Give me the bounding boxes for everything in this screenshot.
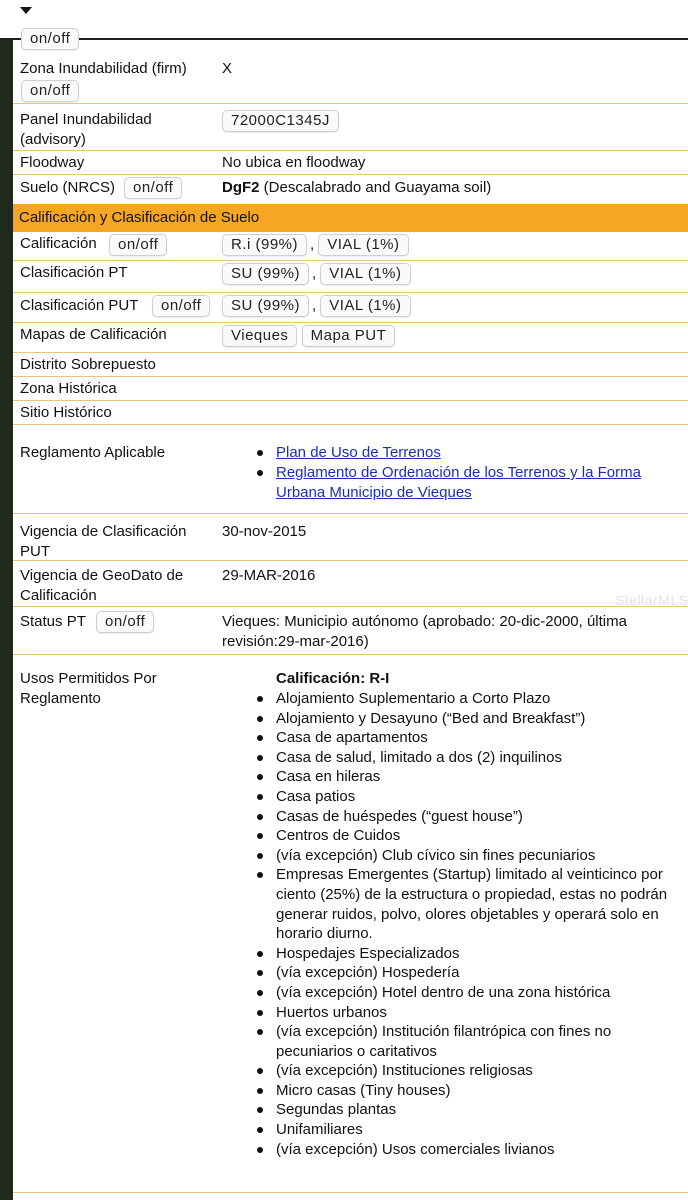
list-item: Segundas plantas (276, 1100, 681, 1120)
clasificacion-put-chip-2[interactable]: VIAL (1%) (320, 295, 410, 317)
list-item: Alojamiento y Desayuno (“Bed and Breakfast”) (276, 709, 681, 729)
list-item: Casa patios (276, 787, 681, 807)
row-label: Status PT (20, 613, 86, 630)
usos-label: Usos Permitidos Por Reglamento (20, 670, 157, 707)
divider (13, 1192, 688, 1193)
row-floodway (13, 151, 688, 175)
link-reglamento-ordenacion[interactable]: Reglamento de Ordenación de los Terrenos y la Forma Urbana Municipio de Vieques (276, 464, 641, 501)
row-label: Clasificación PUT (20, 297, 139, 314)
list-item: Casas de huéspedes (“guest house”) (276, 807, 681, 827)
panel-chip[interactable]: 72000C1345J (222, 110, 339, 132)
clasificacion-pt-chip-1[interactable]: SU (99%) (222, 263, 309, 285)
row-value: SU (99%) , VIAL (1%) (222, 263, 411, 285)
list-item (276, 463, 686, 503)
row-label: Panel Inundabilidad (advisory) (20, 111, 152, 148)
row-label: Reglamento Aplicable (20, 444, 166, 461)
onoff-toggle-suelo[interactable]: on/off (124, 177, 182, 199)
clasificacion-pt-chip-2[interactable]: VIAL (1%) (320, 263, 410, 285)
row-value: 29-MAR-2016 (222, 567, 316, 584)
list-item: Alojamiento Suplementario a Corto Plazo (276, 689, 681, 709)
list-item: (vía excepción) Hospedería (276, 963, 681, 983)
row-value: No ubica en floodway (222, 154, 366, 171)
row-clasificacion-pt (13, 261, 688, 293)
row-label: Vigencia de Clasificación PUT (20, 523, 187, 560)
list-item: (vía excepción) Usos comerciales livianos (276, 1140, 681, 1160)
list-item: Casa de apartamentos (276, 728, 681, 748)
reglamento-links (276, 443, 686, 503)
list-item: (vía excepción) Instituciones religiosas (276, 1061, 681, 1081)
row-zona-inundabilidad (13, 52, 688, 104)
list-item: (vía excepción) Club cívico sin fines pecuniarios (276, 846, 681, 866)
property-details-panel (13, 30, 688, 1200)
list-item: Empresas Emergentes (Startup) limitado al veinticinco por ciento (25%) de la estructura o propiedad, estas no podrán generar ruidos, polvo, olores objetables y operará solo en horario diurno. (276, 865, 681, 943)
top-bar (0, 0, 688, 40)
calificacion-chip-2[interactable]: VIAL (1%) (318, 234, 408, 256)
onoff-toggle-prev[interactable]: on/off (21, 28, 79, 50)
row-label: Mapas de Calificación (20, 326, 167, 343)
link-plan-uso-terrenos[interactable]: Plan de Uso de Terrenos (276, 444, 441, 461)
soil-name: (Descalabrado and Guayama soil) (259, 179, 492, 196)
row-label: Sitio Histórico (20, 404, 112, 421)
row-suelo (13, 175, 688, 204)
row-clasificacion-put (13, 293, 688, 323)
watermark: StellarMLS (615, 592, 688, 608)
onoff-toggle-clasificacion-put[interactable]: on/off (152, 295, 210, 317)
calificacion-chip-1[interactable]: R.i (99%) (222, 234, 307, 256)
row-value: Vieques: Municipio autónomo (aprobado: 20-dic-2000, última revisión:29-mar-2016) (222, 613, 627, 650)
row-label: Zona Inundabilidad (firm) (20, 60, 187, 77)
row-label: Zona Histórica (20, 380, 117, 397)
row-label: Clasificación PT (20, 264, 128, 281)
row-zona-historica (13, 377, 688, 401)
row-distrito-sobrepuesto (13, 353, 688, 377)
usos-list (276, 689, 681, 1159)
row-label: Vigencia de GeoDato de Calificación (20, 567, 184, 604)
row-value: X (222, 60, 233, 77)
onoff-toggle-zona-inundabilidad[interactable]: on/off (21, 80, 79, 102)
row-sitio-historico (13, 401, 688, 425)
list-item: Hospedajes Especializados (276, 944, 681, 964)
usos-title: Calificación: R-I (276, 670, 390, 687)
list-item: (vía excepción) Institución filantrópica con fines no pecuniarios o caritativos (276, 1022, 681, 1061)
row-calificacion (13, 232, 688, 261)
list-item (276, 443, 686, 463)
row-label: Calificación (20, 235, 97, 252)
row-label: Suelo (NRCS) (20, 179, 116, 196)
row-value: 30-nov-2015 (222, 523, 307, 540)
list-item: Unifamiliares (276, 1120, 681, 1140)
clasificacion-put-chip-1[interactable]: SU (99%) (222, 295, 309, 317)
row-value (222, 178, 491, 198)
row-label: Distrito Sobrepuesto (20, 356, 156, 373)
map-put-button[interactable]: Mapa PUT (302, 325, 396, 347)
row-value: R.i (99%) , VIAL (1%) (222, 234, 409, 256)
list-item: Centros de Cuidos (276, 826, 681, 846)
section-header-calificacion: Calificación y Clasificación de Suelo (13, 204, 688, 232)
row-value (222, 325, 395, 347)
row-label: Floodway (20, 154, 85, 171)
list-item: Huertos urbanos (276, 1003, 681, 1023)
map-vieques-button[interactable]: Vieques (222, 325, 297, 347)
row-vigencia-geodato (13, 561, 688, 607)
row-value: SU (99%) , VIAL (1%) (222, 295, 411, 317)
list-item: Micro casas (Tiny houses) (276, 1081, 681, 1101)
row-vigencia-clasificacion (13, 514, 688, 561)
onoff-toggle-status-pt[interactable]: on/off (96, 611, 154, 633)
list-item: Casa de salud, limitado a dos (2) inquilinos (276, 748, 681, 768)
row-mapas (13, 323, 688, 353)
list-item: Casa en hileras (276, 767, 681, 787)
caret-down-icon[interactable] (20, 7, 32, 14)
row-status-pt (13, 607, 688, 655)
onoff-toggle-calificacion[interactable]: on/off (109, 234, 167, 256)
row-panel-inundabilidad (13, 104, 688, 151)
soil-code: DgF2 (222, 179, 260, 196)
list-item: (vía excepción) Hotel dentro de una zona histórica (276, 983, 681, 1003)
